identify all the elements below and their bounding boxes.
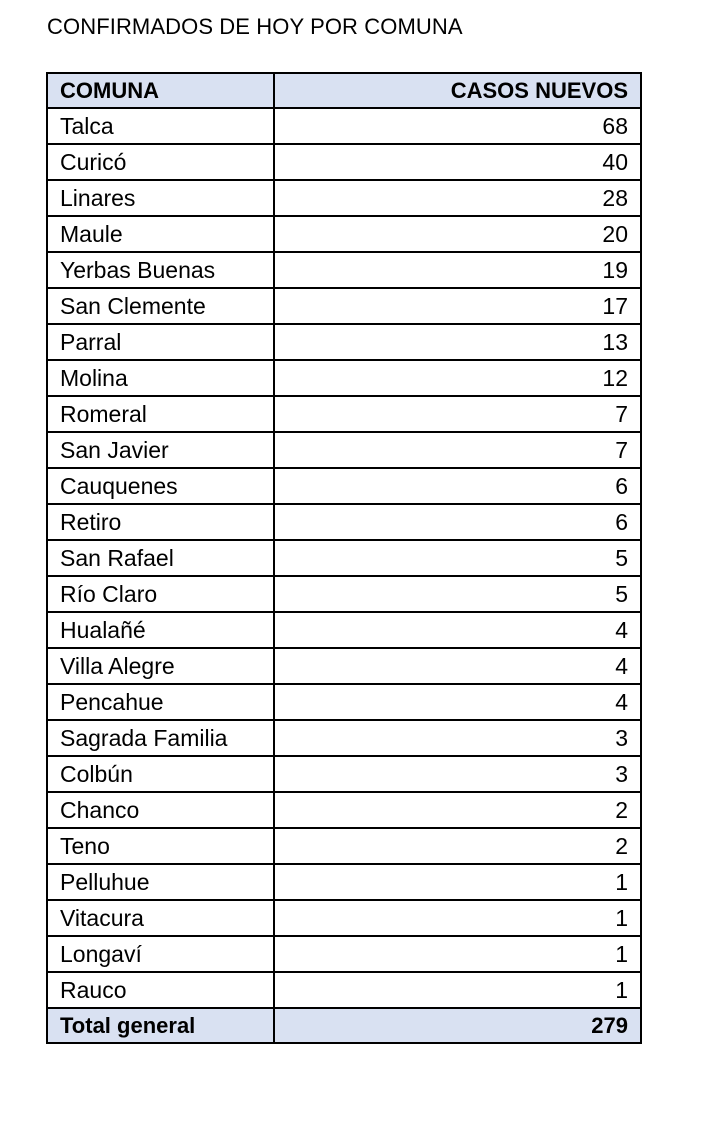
casos-cell: 2 xyxy=(274,828,641,864)
casos-cell: 20 xyxy=(274,216,641,252)
table-row xyxy=(47,144,641,180)
table-row xyxy=(47,360,641,396)
casos-cell: 7 xyxy=(274,396,641,432)
table-row xyxy=(47,504,641,540)
casos-cell: 5 xyxy=(274,540,641,576)
table-row xyxy=(47,972,641,1008)
table-row xyxy=(47,108,641,144)
column-header-comuna: COMUNA xyxy=(47,73,274,108)
table-row xyxy=(47,180,641,216)
total-label: Total general xyxy=(47,1008,274,1043)
table-row xyxy=(47,396,641,432)
casos-cell: 19 xyxy=(274,252,641,288)
comuna-cell: Pelluhue xyxy=(47,864,274,900)
casos-cell: 4 xyxy=(274,684,641,720)
total-row xyxy=(47,1008,641,1043)
comuna-cell: Maule xyxy=(47,216,274,252)
table-header-row xyxy=(47,73,641,108)
casos-cell: 2 xyxy=(274,792,641,828)
table-row xyxy=(47,468,641,504)
casos-cell: 3 xyxy=(274,720,641,756)
table-row xyxy=(47,288,641,324)
table-row xyxy=(47,216,641,252)
table-row xyxy=(47,432,641,468)
casos-cell: 1 xyxy=(274,864,641,900)
comuna-cell: Colbún xyxy=(47,756,274,792)
casos-cell: 3 xyxy=(274,756,641,792)
table-row xyxy=(47,576,641,612)
comuna-cell: Rauco xyxy=(47,972,274,1008)
table-row xyxy=(47,252,641,288)
table-row xyxy=(47,936,641,972)
casos-cell: 4 xyxy=(274,612,641,648)
comuna-cell: Linares xyxy=(47,180,274,216)
cases-table xyxy=(46,72,642,1044)
casos-cell: 12 xyxy=(274,360,641,396)
comuna-cell: San Rafael xyxy=(47,540,274,576)
comuna-cell: Hualañé xyxy=(47,612,274,648)
table-row xyxy=(47,828,641,864)
casos-cell: 13 xyxy=(274,324,641,360)
comuna-cell: Villa Alegre xyxy=(47,648,274,684)
casos-cell: 1 xyxy=(274,900,641,936)
column-header-casos-nuevos: CASOS NUEVOS xyxy=(274,73,641,108)
casos-cell: 28 xyxy=(274,180,641,216)
comuna-cell: Retiro xyxy=(47,504,274,540)
casos-cell: 40 xyxy=(274,144,641,180)
table-row xyxy=(47,324,641,360)
casos-cell: 6 xyxy=(274,504,641,540)
comuna-cell: Pencahue xyxy=(47,684,274,720)
comuna-cell: Cauquenes xyxy=(47,468,274,504)
comuna-cell: Longaví xyxy=(47,936,274,972)
table-row xyxy=(47,792,641,828)
comuna-cell: Vitacura xyxy=(47,900,274,936)
table-row xyxy=(47,900,641,936)
page-title: CONFIRMADOS DE HOY POR COMUNA xyxy=(47,14,463,39)
casos-cell: 1 xyxy=(274,972,641,1008)
comuna-cell: Talca xyxy=(47,108,274,144)
casos-cell: 1 xyxy=(274,936,641,972)
table-row xyxy=(47,756,641,792)
comuna-cell: Molina xyxy=(47,360,274,396)
table-row xyxy=(47,612,641,648)
casos-cell: 17 xyxy=(274,288,641,324)
table-body xyxy=(47,108,641,1043)
comuna-cell: Yerbas Buenas xyxy=(47,252,274,288)
table-row xyxy=(47,540,641,576)
comuna-cell: Chanco xyxy=(47,792,274,828)
casos-cell: 6 xyxy=(274,468,641,504)
table-row xyxy=(47,864,641,900)
casos-cell: 4 xyxy=(274,648,641,684)
comuna-cell: San Javier xyxy=(47,432,274,468)
comuna-cell: Teno xyxy=(47,828,274,864)
table-row xyxy=(47,720,641,756)
comuna-cell: Parral xyxy=(47,324,274,360)
total-value: 279 xyxy=(274,1008,641,1043)
comuna-cell: Sagrada Familia xyxy=(47,720,274,756)
comuna-cell: Río Claro xyxy=(47,576,274,612)
casos-cell: 5 xyxy=(274,576,641,612)
comuna-cell: Curicó xyxy=(47,144,274,180)
casos-cell: 68 xyxy=(274,108,641,144)
comuna-cell: San Clemente xyxy=(47,288,274,324)
comuna-cell: Romeral xyxy=(47,396,274,432)
table-row xyxy=(47,648,641,684)
casos-cell: 7 xyxy=(274,432,641,468)
table-row xyxy=(47,684,641,720)
